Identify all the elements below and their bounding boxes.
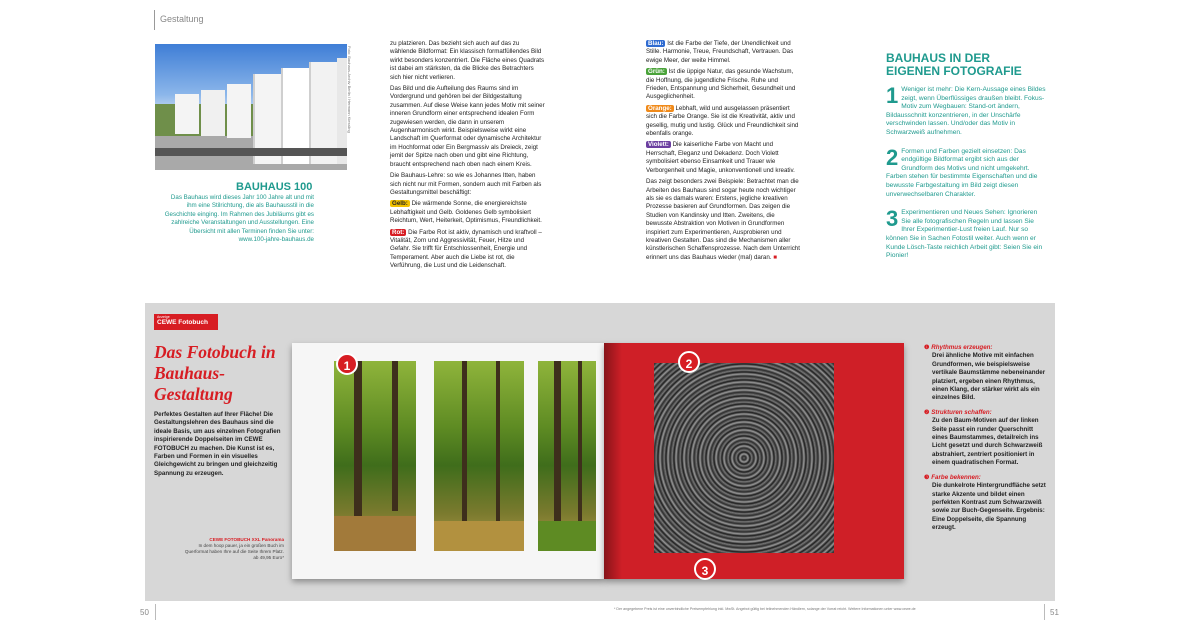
color-item-green [646,68,802,102]
product-caption: CEWE FOTOBUCH XXL Panorama In dem hoop pauer, ja ein großen Buch im Querformat haben Ihre auf die Seite Ihrem Platz. ab 49,95 Euro* [184,537,284,560]
color-item-yellow [390,200,546,225]
note-item: ❸ Farbe bekennen: Die dunkelrote Hintergrundfläche setzt starke Akzente und bildet einen perfekten Kontrast zum Schwarzweiß sowie zur Buch-Gegenseite. Ergebnis: Eine Doppelseite, die Spannung erzeugt. [924,473,1046,532]
marker-2: 2 [678,351,700,373]
end-mark-icon: ■ [773,253,778,261]
marker-1: 1 [336,353,358,375]
color-item-orange [646,105,802,139]
tip-item: 3 Experimentieren und Neues Sehen: Ignorieren Sie alle fotografischen Regeln und lassen Sie Ihrer Experimentier-Lust freien Lauf. Nur so können Sie in Sachen Fotostil weiter. Auch wenn er Kunde Lösch-Taste reichlich Arbeit gibt: Seien Sie ein Pionier! [886,206,1043,260]
color-tag: Gelb: [392,200,408,208]
marker-3: 3 [694,558,716,580]
color-text: Die Farbe Rot ist aktiv, dynamisch und kraftvoll – Vitalität, Zorn und Aggressivität, Feuer, Hitze und Gefahr. Sie trifft für Entschlossenheit, Energie und Temperament. Aber auch die Liebe ist rot, die Verführung, die Lust und die Leidenschaft. [390,228,542,270]
note-item: ❶ Rhythmus erzeugen: Drei ähnliche Motive mit einfachen Grundformen, wie beispielsweise vertikale Baumstämme nebeneinander platziert, ergeben einen Rhythmus, einen Klang, der stärker wirkt als ein einzelnes Bild. [924,344,1046,402]
color-tag: Orange: [648,104,672,112]
bauhaus-building-photo [155,44,347,170]
photobook-right-page [604,343,904,579]
left-text-column [390,40,546,274]
tree-ring-photo [654,363,834,553]
color-text: Die wärmende Sonne, die energiereichste Lebhaftigkeit und Gelb. Goldenes Gelb symbolisiert Reichtum, Wert, Heiterkeit, Optimismus, Freundlichkeit. [390,200,542,225]
photo-credit: Foto: Bauhaus-Archiv Berlin / Hermann Kiessling [347,46,352,133]
photobook [292,343,912,579]
color-tag: Rot: [392,228,405,236]
right-text-column [646,40,802,265]
forest-photo [334,361,416,551]
tip-item: 2 Formen und Farben gezielt einsetzen: Das endgültige Bildformat ergibt sich aus der Grundform des Motivs und nicht umgekehrt. Farben stehen für bestimmte Eigenschaften und die bewusste Farbgestaltung im Bild zeigt diesen unverwechselbaren Charakter. [886,144,1038,198]
forest-photo [538,361,596,551]
bauhaus100-text: Das Bauhaus wird dieses Jahr 100 Jahre alt und mit ihm eine Stilrichtung, die als Bauhausstil in die Geschichte einging. Im Rahmen des Jubiläums gibt es zahlreiche Veranstaltungen und Ausstellungen. Eine Übersicht mit allen Terminen finden Sie unter: www.100-jahre-bauhaus.de [164,194,314,244]
footer-rule [155,604,156,620]
cewe-badge: Anzeige CEWE Fotobuch [154,314,218,330]
page-number-left: 50 [140,608,149,617]
color-item-violet [646,141,802,175]
footer-rule [1044,604,1045,620]
color-item-blue [646,40,802,65]
tips-title: BAUHAUS IN DER EIGENEN FOTOGRAFIE [886,51,1022,78]
color-text: Ist die Farbe der Tiefe, der Unendlichkeit und Stille. Harmonie, Treue, Freundschaft, Vertrauen. Das ewige Meer, der weite Himmel. [646,40,794,64]
color-item-red [390,229,546,271]
ad-intro: Perfektes Gestalten auf Ihrer Fläche! Die Gestaltungslehren des Bauhaus sind die ideale Basis, um aus einzelnen Fotografien inspirierende Doppelseiten im CEWE FOTOBUCH zu machen. Die Kunst ist es, Farben und Formen in ein visuelles Gleichgewicht zu bringen und gleichzeitig Spannung zu erzeugen. [154,411,281,477]
notes [924,344,1050,533]
paragraph: Die Bauhaus-Lehre: so wie es Johannes Itten, haben sich nicht nur mit Formen, sondern auch mit Farben als Gestaltungsmittel beschäftigt: [390,172,542,196]
paragraph: zu platzieren. Das bezieht sich auch auf das zu wählende Bildformat: Ein klassisch formatfüllendes Bild wirkt besonders konzentriert. Die Fläche eines Quadrats ist dabei am stärksten, da die Blicke des Betrachters sich hier nicht verlieren. [390,40,545,81]
photobook-left-page [292,343,604,579]
color-text: Die kaiserliche Farbe von Macht und Herrschaft, Eleganz und Dekadenz. Doch Violett symbolisiert ebenso Einsamkeit und Trauer wie Verborgenheit und Magie, unkonventionell und kreativ. [646,141,795,174]
bauhaus100-title: BAUHAUS 100 [236,181,313,193]
tips-list [886,83,1046,271]
ad-headline: Das Fotobuch in Bauhaus-Gestaltung [154,342,276,404]
paragraph: Das Bild und die Aufteilung des Raums sind im Vordergrund und gehören bei der Bildgestaltung zusammen. Auf diese Weise kann jedes Motiv mit seiner inneren Grundform einer entsprechend idealen Form zugewiesen werden, die dann in unserem Augenharmonisch wirkt. Beispielsweise wirkt eine Landschaft im Querformat oder dynamische Architektur im Hochformat oder Ein Bergmassiv als Dreieck, zeigt jemit der Spitze nach oben und gibt eine Richtung, braucht entsprechend nach oben nach einem Kreis. [390,85,545,168]
color-text: Lebhaft, wild und ausgelassen präsentiert sich die Farbe Orange. Sie ist die Kreativität, aktiv und gesellig, mutig und lustig. Glück und Freundlichkeit sind ebenfalls orange. [646,104,799,138]
color-tag: Violett: [648,141,669,149]
tip-item: 1 Weniger ist mehr: Die Kern-Aussage eines Bildes zeigt, wenn Überflüssiges draußen bleibt. Fokus-Motiv zum Wegbauen: Stand-ort ändern, Bildausschnitt konzentrieren, in der Unschärfe verschwinden lassen. Und/oder das Motiv in Schwarzweiß aufnehmen. [886,83,1046,136]
note-item: ❷ Strukturen schaffen: Zu den Baum-Motiven auf der linken Seite passt ein runder Querschnitt eines Baumstammes, detailreich ins Licht gesetzt und durch Schwarzweiß abstrahiert, zentriert positioniert in einem quadratischen Format. [924,408,1043,467]
footnote: * Der angegebene Preis ist eine unverbindliche Preisempfehlung inkl. MwSt. Angebot gültig bei teilnehmenden Händlern, solange der Vorrat reicht. Weitere Informationen unter www.cewe.de [614,607,916,611]
color-text: Ist die üppige Natur, das gesunde Wachstum, die Hoffnung, die jugendliche Frische. Ruhe und Frieden, Entspannung und Sicherheit, Gesundheit und Ausgeglichenheit. [646,68,796,101]
color-tag: Blau: [648,40,664,47]
paragraph: Das zeigt besonders zwei Beispiele: Betrachtet man die Arbeiten des Bauhaus sind sogar heute noch wichtiger als sie es damals waren: Erstens, jegliche kreativen Prozesse basieren auf Grundformen. Das zeigen die Studien von Kandinsky und Itten. Zweitens, die bewusste Abstraktion von Motiven in Grundformen inspiriert zum Experimentieren, Ausprobieren und kreativen Gestalten. Das sind die Mechanismen aller künstlerischen Schaffensprozesse. Nach dem Unterricht erinnert uns das Bauhaus wieder (mal) daran. ■ [646,178,800,261]
forest-photo [434,361,524,551]
page-number-right: 51 [1050,608,1059,617]
section-label: Gestaltung [160,14,204,24]
color-tag: Grün: [648,68,665,76]
header-rule [154,10,155,30]
